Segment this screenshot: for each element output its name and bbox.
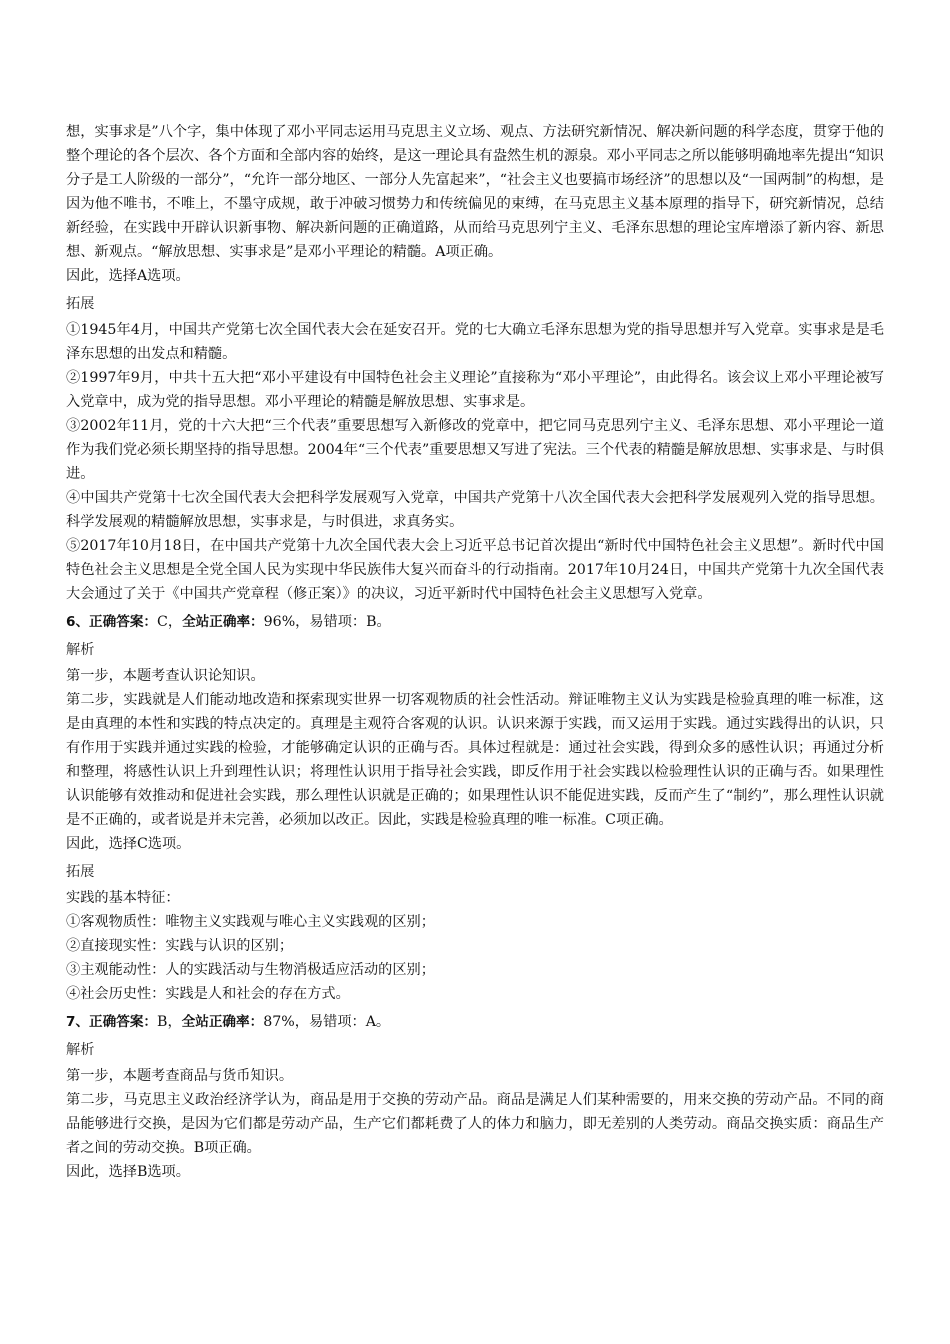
q7-answer-value: B， bbox=[157, 1014, 182, 1030]
q6-extension-item-2: ②直接现实性：实践与认识的区别； bbox=[66, 938, 294, 954]
q5-extension-item-5: ⑤2017年10月18日，在中国共产党第十九次全国代表大会上习近平总书记首次提出“新时代中国特色社会主义思想”。新时代中国特色社会主义思想是全党全国人民为实现中华民族伟大复兴而奋斗的行动指南。2017年10月24日，中国共产党第十九次全国代表大会通过了关于《中国共产党章程（修正案）》的决议，习近平新时代中国特色社会主义思想写入党章。 bbox=[66, 538, 884, 602]
q7-conclusion: 因此，选择B选项。 bbox=[66, 1164, 190, 1180]
q6-extension-item-1: ①客观物质性：唯物主义实践观与唯心主义实践观的区别； bbox=[66, 914, 435, 930]
q6-rate-label: 全站正确率： bbox=[182, 614, 264, 630]
q6-step-2: 第二步，实践就是人们能动地改造和探索现实世界一切客观物质的社会性活动。辩证唯物主义认为实践是检验真理的唯一标准，这是由真理的本性和实践的特点决定的。真理是主观符合客观的认识。认识来源于实践，而又运用于实践。通过实践得出的认识，只有作用于实践并通过实践的检验，才能够确定认识的正确与否。具体过程就是：通过社会实践，得到众多的感性认识；再通过分析和整理，将感性认识上升到理性认识；将理性认识用于指导社会实践，即反作用于社会实践以检验理性认识的正确与否。如果理性认识能够有效推动和促进社会实践，那么理性认识就是正确的；如果理性认识不能促进实践，反而产生了“制约”，那么理性认识就是不正确的，或者说是并未完善，必须加以改正。因此，实践是检验真理的唯一标准。C项正确。 bbox=[66, 692, 884, 828]
q5-extension-item-3: ③2002年11月，党的十六大把“三个代表”重要思想写入新修改的党章中，把它同马克思列宁主义、毛泽东思想、邓小平理论一道作为我们党必须长期坚持的指导思想。2004年“三个代表”重要思想又写进了宪法。三个代表的精髓是解放思想、实事求是、与时俱进。 bbox=[66, 418, 884, 482]
q6-analysis-label: 解析 bbox=[66, 642, 95, 658]
q7-analysis-label: 解析 bbox=[66, 1042, 95, 1058]
q5-extension-item-4: ④中国共产党第十七次全国代表大会把科学发展观写入党章，中国共产党第十八次全国代表大会把科学发展观列入党的指导思想。科学发展观的精髓解放思想，实事求是，与时俱进，求真务实。 bbox=[66, 490, 884, 530]
q6-answer-heading bbox=[66, 610, 884, 634]
q6-answer-value: C， bbox=[157, 614, 183, 630]
q7-answer-label: 7、正确答案： bbox=[66, 1014, 158, 1030]
q6-extension-label: 拓展 bbox=[66, 864, 95, 880]
q7-step-2: 第二步，马克思主义政治经济学认为，商品是用于交换的劳动产品。商品是满足人们某种需要的，用来交换的劳动产品。不同的商品能够进行交换，是因为它们都是劳动产品，生产它们都耗费了人的体力和脑力，即无差别的人类劳动。商品交换实质：商品生产者之间的劳动交换。B项正确。 bbox=[66, 1092, 884, 1156]
q6-answer-label: 6、正确答案： bbox=[66, 614, 158, 630]
q7-rate-value: 87%，易错项：A。 bbox=[263, 1014, 391, 1030]
q5-conclusion: 因此，选择A选项。 bbox=[66, 268, 190, 284]
q7-rate-label: 全站正确率： bbox=[181, 1014, 264, 1030]
q7-answer-heading bbox=[66, 1010, 884, 1034]
q6-conclusion: 因此，选择C选项。 bbox=[66, 836, 191, 852]
q5-extension-item-2: ②1997年9月，中共十五大把“邓小平建设有中国特色社会主义理论”直接称为“邓小平理论”，由此得名。该会议上邓小平理论被写入党章中，成为党的指导思想。邓小平理论的精髓是解放思想、实事求是。 bbox=[66, 370, 884, 410]
q6-extension-item-3: ③主观能动性：人的实践活动与生物消极适应活动的区别； bbox=[66, 962, 435, 978]
q6-extension-intro: 实践的基本特征： bbox=[66, 890, 180, 906]
q6-step-1: 第一步，本题考查认识论知识。 bbox=[66, 668, 265, 684]
q5-extension-item-1: ①1945年4月，中国共产党第七次全国代表大会在延安召开。党的七大确立毛泽东思想为党的指导思想并写入党章。实事求是是毛泽东思想的出发点和精髓。 bbox=[66, 322, 884, 362]
q5-extension-label: 拓展 bbox=[66, 296, 95, 312]
q6-extension-item-4: ④社会历史性：实践是人和社会的存在方式。 bbox=[66, 986, 350, 1002]
q5-analysis-paragraph: 想，实事求是”八个字，集中体现了邓小平同志运用马克思主义立场、观点、方法研究新情况、解决新问题的科学态度，贯穿于他的整个理论的各个层次、各个方面和全部内容的始终，是这一理论具有盎然生机的源泉。邓小平同志之所以能够明确地率先提出“知识分子是工人阶级的一部分”，“允许一部分地区、一部分人先富起来”，“社会主义也要搞市场经济”的思想以及“一国两制”的构想，是因为他不唯书，不唯上，不墨守成规，敢于冲破习惯势力和传统偏见的束缚，在马克思主义基本原理的指导下，研究新情况，总结新经验，在实践中开辟认识新事物、解决新问题的正确道路，从而给马克思列宁主义、毛泽东思想的理论宝库增添了新内容、新思想、新观点。“解放思想、实事求是”是邓小平理论的精髓。A项正确。 bbox=[66, 124, 884, 260]
q7-step-1: 第一步，本题考查商品与货币知识。 bbox=[66, 1068, 294, 1084]
q6-rate-value: 96%，易错项：B。 bbox=[263, 614, 391, 630]
